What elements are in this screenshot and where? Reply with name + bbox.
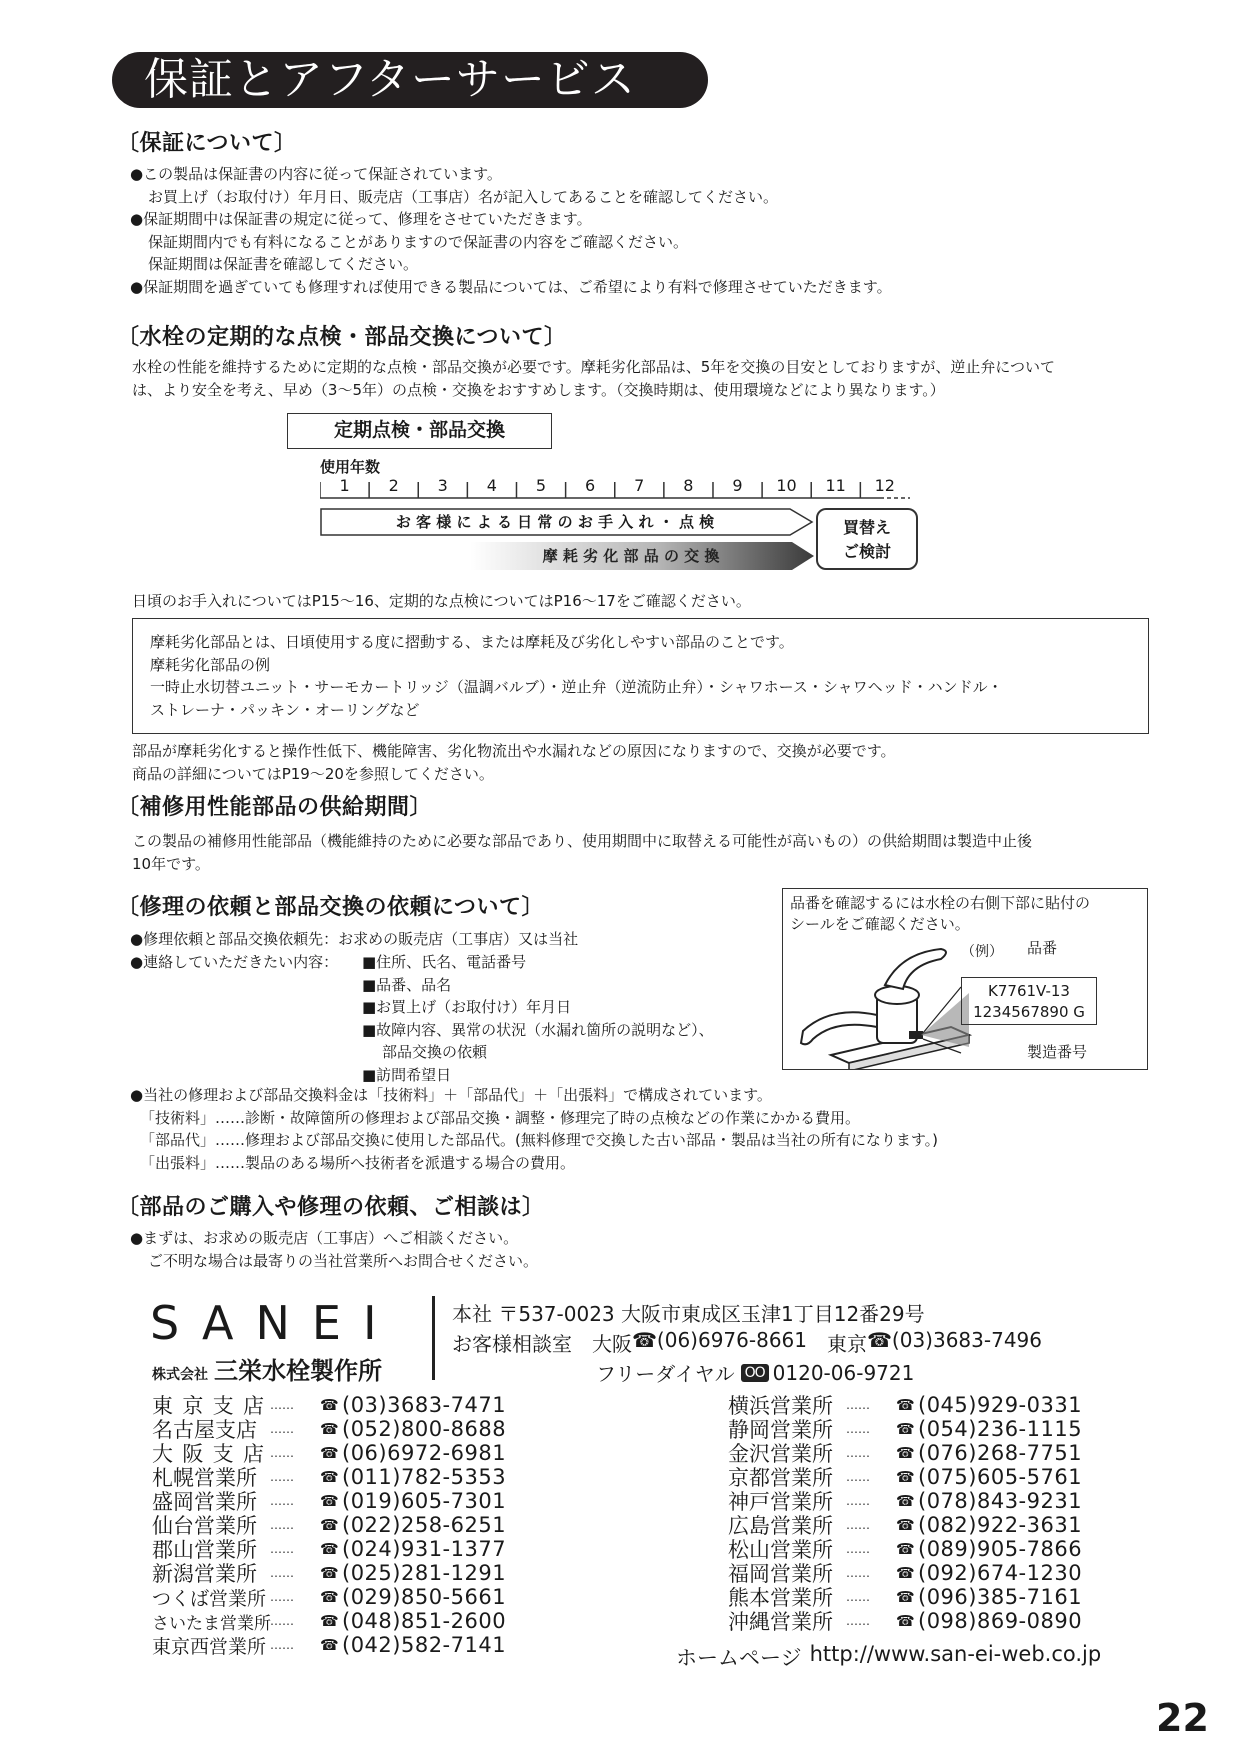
leader-dots: …… xyxy=(270,1470,294,1484)
office-name: 東京西営業所 xyxy=(152,1635,267,1658)
part-label-sticker xyxy=(961,977,1097,1025)
contact-item: ■訪問希望日 xyxy=(362,1065,452,1084)
inspection-note: 部品が摩耗劣化すると操作性低下、機能障害、劣化物流出や水漏れなどの原因になりますので、交換が必要です。 xyxy=(132,742,896,760)
osaka-tel: (06)6976-8661 xyxy=(656,1328,807,1352)
supply-line: 10年です。 xyxy=(132,854,210,873)
office-row xyxy=(152,1561,506,1585)
leader-dots: …… xyxy=(846,1518,870,1532)
year-label: 6 xyxy=(585,476,596,495)
office-tel: (06)6972-6981 xyxy=(342,1441,507,1465)
label-box-text: 品番を確認するには水栓の右側下部に貼付の xyxy=(790,894,1091,912)
office-name: 松山営業所 xyxy=(728,1538,833,1562)
consult-phones xyxy=(452,1328,1042,1357)
phone-icon: ☎ xyxy=(896,1564,915,1582)
office-tel: (025)281-1291 xyxy=(342,1561,507,1585)
wear-line: 一時止水切替ユニット・サーモカートリッジ（温調バルブ）・逆止弁（逆流防止弁）・シャワホース・シャワヘッド・ハンドル・ xyxy=(150,678,1003,696)
freedial-row xyxy=(596,1358,914,1387)
warranty-line: 保証期間は保証書を確認してください。 xyxy=(148,255,419,273)
warranty-line: 保証期間内でも有料になることがありますので保証書の内容をご確認ください。 xyxy=(148,232,689,251)
phone-icon: ☎ xyxy=(320,1396,339,1414)
inspection-intro-line: 水栓の性能を維持するために定期的な点検・部品交換が必要です。摩耗劣化部品は、5年を交換の目安としておりますが、逆止弁について xyxy=(132,358,1056,376)
label-location-box xyxy=(782,888,1148,1070)
care-reference: 日頃のお手入れについてはP15～16、定期的な点検についてはP16～17をご確認ください。 xyxy=(132,592,751,610)
year-label: 5 xyxy=(535,476,547,495)
warranty-line: ●この製品は保証書の内容に従って保証されています。 xyxy=(130,165,502,183)
office-name: 東 京 支 店 xyxy=(152,1394,264,1418)
consult-label: お客様相談室 xyxy=(452,1332,572,1356)
repair-contact-label: ●連絡していただきたい内容： xyxy=(130,953,339,971)
warranty-text xyxy=(130,163,892,298)
tokyo-label: 東京 xyxy=(827,1332,867,1356)
office-name: さいたま営業所 xyxy=(152,1613,271,1634)
phone-icon: ☎ xyxy=(896,1492,915,1510)
consult-line: ご不明な場合は最寄りの当社営業所へお問合せください。 xyxy=(148,1251,539,1270)
leader-dots: …… xyxy=(846,1614,870,1628)
office-tel: (048)851-2600 xyxy=(342,1609,507,1633)
leader-dots: …… xyxy=(846,1422,870,1436)
replace-line2: ご検討 xyxy=(842,542,891,561)
office-name: 神戸営業所 xyxy=(728,1490,833,1514)
office-tel: (075)605-5761 xyxy=(918,1465,1083,1489)
year-label: 7 xyxy=(634,476,645,495)
phone-icon: ☎ xyxy=(896,1516,915,1534)
wear-line: 摩耗劣化部品の例 xyxy=(150,655,271,674)
warranty-line: お買上げ（お取付け）年月日、販売店（工事店）名が記入してあることを確認してください。 xyxy=(148,187,779,206)
office-name: つくば営業所 xyxy=(152,1587,267,1610)
year-label: 10 xyxy=(776,476,797,495)
supply-heading: 〔補修用性能部品の供給期間〕 xyxy=(117,795,433,820)
inspection-intro-line: は、より安全を考え、早め（3～5年）の点検・交換をおすすめします。（交換時期は、使用環境などにより異なります。） xyxy=(132,380,945,399)
office-tel: (054)236-1115 xyxy=(918,1417,1083,1441)
office-name: 盛岡営業所 xyxy=(152,1490,257,1514)
phone-icon: ☎ xyxy=(896,1588,915,1606)
office-name: 京都営業所 xyxy=(728,1466,833,1490)
leader-dots: …… xyxy=(270,1614,294,1628)
phone-icon: ☎ xyxy=(320,1444,339,1462)
office-name: 沖縄営業所 xyxy=(728,1610,833,1634)
leader-dots: …… xyxy=(846,1590,870,1604)
office-tel: (098)869-0890 xyxy=(918,1609,1083,1633)
consult-line: ●まずは、お求めの販売店（工事店）へご相談ください。 xyxy=(130,1229,519,1247)
fee-line: ●当社の修理および部品交換料金は「技術料」＋「部品代」＋「出張料」で構成されています。 xyxy=(130,1086,772,1104)
inspection-intro xyxy=(132,356,1055,401)
office-tel: (089)905-7866 xyxy=(918,1537,1083,1561)
hq-address: 本社 〒537-0023 大阪市東成区玉津1丁目12番29号 xyxy=(452,1302,925,1326)
office-tel: (03)3683-7471 xyxy=(342,1393,507,1417)
part-exchange-text: 摩 耗 劣 化 部 品 の 交 換 xyxy=(542,547,720,565)
office-row xyxy=(152,1585,506,1609)
inspection-notes xyxy=(132,740,896,785)
freedial-number: 0120-06-9721 xyxy=(772,1360,915,1385)
phone-icon: ☎ xyxy=(320,1420,339,1438)
serial-no: 1234567890 G xyxy=(973,1003,1085,1021)
leader-dots: …… xyxy=(270,1446,294,1460)
supply-line: この製品の補修用性能部品（機能維持のために必要な部品であり、使用期間中に取替える可能性が高いもの）の供給期間は製造中止後 xyxy=(132,832,1033,850)
phone-icon: ☎ xyxy=(896,1540,915,1558)
wear-parts-box xyxy=(132,618,1149,734)
homepage-row xyxy=(676,1642,1101,1672)
company-divider xyxy=(432,1296,435,1380)
years-label: 使用年数 xyxy=(320,458,381,476)
leader-dots: …… xyxy=(846,1398,870,1412)
contact-item: ■お買上げ（お取付け）年月日 xyxy=(362,998,572,1016)
phone-icon: ☎ xyxy=(320,1540,339,1558)
repair-request-to: ●修理依頼と部品交換依頼先：お求めの販売店（工事店）又は当社 xyxy=(130,930,579,948)
office-tel: (096)385-7161 xyxy=(918,1585,1083,1609)
daily-care-arrow xyxy=(320,508,814,536)
office-name: 仙台営業所 xyxy=(152,1514,257,1538)
example-label: （例） xyxy=(961,944,1003,960)
leader-dots: …… xyxy=(270,1566,294,1580)
repair-contact-items xyxy=(362,951,714,1086)
office-name: 金沢営業所 xyxy=(728,1442,833,1466)
years-row xyxy=(320,476,910,498)
company-prefix: 株式会社 xyxy=(152,1367,208,1383)
homepage-label: ホームページ xyxy=(676,1646,802,1670)
office-name: 大 阪 支 店 xyxy=(152,1442,264,1466)
office-row xyxy=(152,1609,506,1633)
contact-item: ■品番、品名 xyxy=(362,975,452,994)
leader-dots: …… xyxy=(846,1470,870,1484)
phone-icon: ☎ xyxy=(896,1396,915,1414)
phone-icon: ☎ xyxy=(320,1588,339,1606)
office-tel: (019)605-7301 xyxy=(342,1489,507,1513)
office-tel: (052)800-8688 xyxy=(342,1417,507,1441)
phone-icon: ☎ xyxy=(896,1420,915,1438)
phone-icon: ☎ xyxy=(320,1612,339,1630)
homepage-url[interactable]: http://www.san-ei-web.co.jp xyxy=(809,1642,1102,1666)
phone-icon: ☎ xyxy=(867,1328,892,1352)
office-tel: (011)782-5353 xyxy=(342,1465,507,1489)
office-name: 新潟営業所 xyxy=(152,1562,257,1586)
replace-line1: 買替え xyxy=(842,518,891,537)
repair-heading: 〔修理の依頼と部品交換の依頼について〕 xyxy=(117,895,545,920)
tokyo-tel: (03)3683-7496 xyxy=(891,1328,1042,1352)
office-tel: (042)582-7141 xyxy=(342,1633,507,1657)
office-tel: (076)268-7751 xyxy=(918,1441,1083,1465)
leader-dots: …… xyxy=(270,1398,294,1412)
office-name: 熊本営業所 xyxy=(728,1586,833,1610)
office-tel: (092)674-1230 xyxy=(918,1561,1083,1585)
leader-dots: …… xyxy=(270,1422,294,1436)
company-name: 三栄水栓製作所 xyxy=(214,1357,382,1385)
repair-fees xyxy=(130,1084,938,1174)
office-name: 名古屋支店 xyxy=(152,1418,257,1442)
offices-right-list xyxy=(728,1393,1082,1633)
office-name: 福岡営業所 xyxy=(728,1562,833,1586)
year-label: 3 xyxy=(437,476,448,495)
year-label: 1 xyxy=(339,476,350,495)
leader-dots: …… xyxy=(846,1566,870,1580)
office-tel: (078)843-9231 xyxy=(918,1489,1083,1513)
part-exchange-arrow xyxy=(470,542,814,570)
consult-text xyxy=(130,1227,538,1272)
inspection-heading: 〔水栓の定期的な点検・部品交換について〕 xyxy=(117,325,567,350)
freedial-icon: OO xyxy=(741,1364,769,1382)
office-tel: (024)931-1377 xyxy=(342,1537,507,1561)
serial-label: 製造番号 xyxy=(1027,1043,1088,1061)
year-label: 4 xyxy=(486,476,497,495)
office-name: 郡山営業所 xyxy=(152,1538,257,1562)
phone-icon: ☎ xyxy=(320,1492,339,1510)
year-label: 9 xyxy=(732,476,743,495)
leader-dots: …… xyxy=(270,1494,294,1508)
wear-line: 摩耗劣化部品とは、日頃使用する度に摺動する、または摩耗及び劣化しやすい部品のことです。 xyxy=(150,633,794,651)
wear-line: ストレーナ・パッキン・オーリングなど xyxy=(150,700,420,719)
office-tel: (022)258-6251 xyxy=(342,1513,507,1537)
year-label: 2 xyxy=(388,476,399,495)
consult-heading: 〔部品のご購入や修理の依頼、ご相談は〕 xyxy=(117,1195,545,1220)
phone-icon: ☎ xyxy=(320,1636,339,1654)
year-label: 11 xyxy=(825,476,846,495)
freedial-label: フリーダイヤル xyxy=(596,1362,735,1386)
replace-consider-box xyxy=(816,508,918,570)
office-tel: (029)850-5661 xyxy=(342,1585,507,1609)
leader-dots: …… xyxy=(270,1638,294,1652)
leader-dots: …… xyxy=(270,1590,294,1604)
phone-icon: ☎ xyxy=(632,1328,657,1352)
daily-care-text: お 客 様 に よ る 日 常 の お 手 入 れ ・ 点 検 xyxy=(395,513,715,531)
page-title: 保証とアフターサービス xyxy=(112,52,708,108)
inspection-note: 商品の詳細についてはP19～20を参照してください。 xyxy=(132,764,494,783)
leader-dots: …… xyxy=(846,1494,870,1508)
leader-dots: …… xyxy=(270,1518,294,1532)
label-box-text: シールをご確認ください。 xyxy=(790,915,970,933)
phone-icon: ☎ xyxy=(320,1564,339,1582)
phone-icon: ☎ xyxy=(896,1468,915,1486)
page-number: 22 xyxy=(1156,1696,1209,1740)
osaka-label: 大阪 xyxy=(592,1332,632,1356)
office-row xyxy=(152,1633,506,1657)
office-tel: (082)922-3631 xyxy=(918,1513,1083,1537)
office-name: 横浜営業所 xyxy=(728,1394,833,1418)
warranty-line: ●保証期間中は保証書の規定に従って、修理をさせていただきます。 xyxy=(130,210,592,228)
part-no: K7761V-13 xyxy=(988,982,1070,1000)
warranty-line: ●保証期間を過ぎていても修理すれば使用できる製品については、ご希望により有料で修理させていただきます。 xyxy=(130,277,892,296)
office-row xyxy=(728,1609,1082,1633)
inspection-box-label: 定期点検・部品交換 xyxy=(287,413,552,449)
supply-text xyxy=(132,830,1032,875)
phone-icon: ☎ xyxy=(320,1516,339,1534)
year-label: 12 xyxy=(874,476,895,495)
leader-dots: …… xyxy=(846,1542,870,1556)
part-no-label: 品番 xyxy=(1027,939,1058,957)
leader-dots: …… xyxy=(846,1446,870,1460)
contact-item: 部品交換の依頼 xyxy=(382,1043,488,1061)
offices-left-list xyxy=(152,1393,506,1657)
phone-icon: ☎ xyxy=(896,1444,915,1462)
company-logo: SANEI xyxy=(150,1296,399,1350)
fee-line: 「部品代」……修理および部品交換に使用した部品代。(無料修理で交換した古い部品・製品は当社の所有になります。) xyxy=(140,1131,939,1149)
office-name: 札幌営業所 xyxy=(152,1466,257,1490)
company-name-row xyxy=(152,1351,382,1386)
leader-dots: …… xyxy=(270,1542,294,1556)
fee-line: 「出張料」……製品のある場所へ技術者を派遣する場合の費用。 xyxy=(140,1153,576,1172)
warranty-heading: 〔保証について〕 xyxy=(117,131,297,156)
office-tel: (045)929-0331 xyxy=(918,1393,1083,1417)
office-name: 広島営業所 xyxy=(728,1514,833,1538)
year-label: 8 xyxy=(683,476,694,495)
contact-item: ■故障内容、異常の状況（水漏れ箇所の説明など）、 xyxy=(362,1020,714,1039)
phone-icon: ☎ xyxy=(896,1612,915,1630)
office-name: 静岡営業所 xyxy=(728,1418,833,1442)
contact-item: ■住所、氏名、電話番号 xyxy=(362,953,527,971)
fee-line: 「技術料」……診断・故障箇所の修理および部品交換・調整・修理完了時の点検などの作業にかかる費用。 xyxy=(140,1108,861,1127)
phone-icon: ☎ xyxy=(320,1468,339,1486)
